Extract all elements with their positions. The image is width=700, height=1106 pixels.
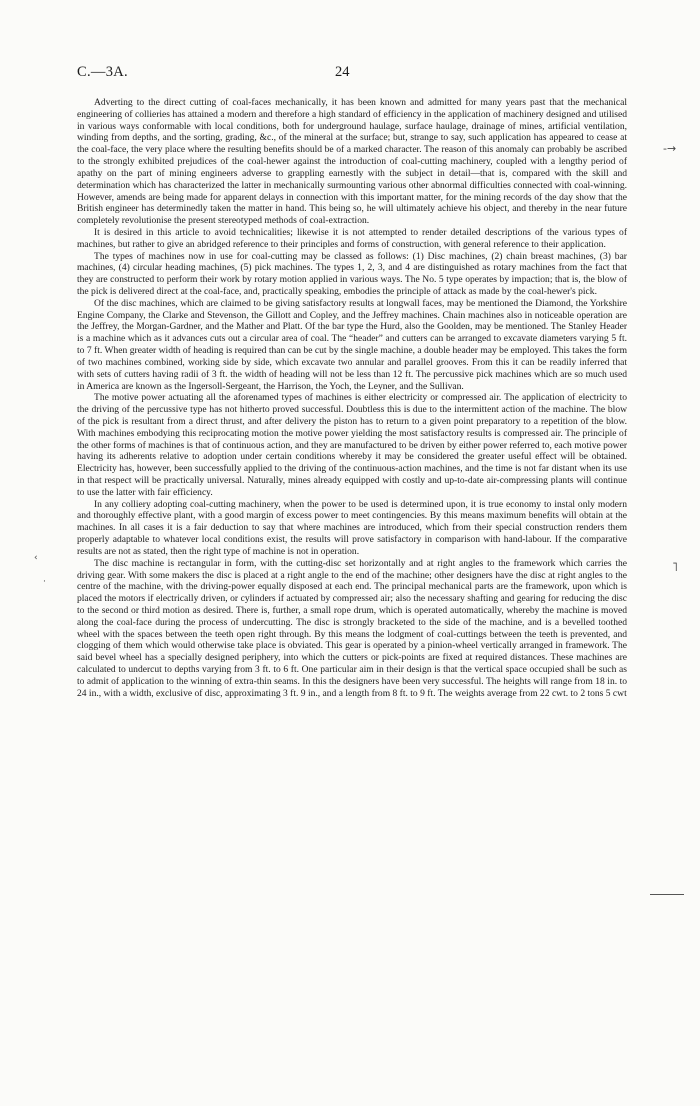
- article-body: [77, 97, 627, 699]
- paragraph: The types of machines now in use for coal-cutting may be classed as follows: (1) Disc machines, (2) chain breast machines, (3) bar machines, (4) circular heading machines, (5) pick machines. The types 1, 2, 3, and 4 are distinguished as rotary machines from the fact that they are constructed to perform their work by rotary motion applied in various ways. The No. 5 type operates by impaction; that is, the blow of the pick is delivered direct at the coal-face, and, practically speaking, embodies the principle of attack as made by the coal-hewer's pick.: [77, 250, 627, 297]
- page-reference: C.—3A.: [77, 64, 128, 80]
- margin-mark: ·: [43, 577, 46, 587]
- margin-mark: -→: [663, 142, 677, 155]
- margin-mark: ˥: [672, 560, 678, 574]
- page-header: [77, 64, 625, 84]
- paragraph: The disc machine is rectangular in form, with the cutting-disc set horizontally and at right angles to the framework which carries the driving gear. With some makers the disc is placed at a right angle to the end of the machine; other designers have the disc at right angles to the centre of the machine, with the driving-power equally disposed at each end. The principal mechanical parts are the framework, upon which is placed the motors if electrically driven, or cylinders if actuated by compressed air; also the necessary shafting and gearing for reducing the disc to the second or third motion as desired. There is, further, a small rope drum, which is operated automatically, whereby the machine is moved along the coal-face during the process of undercutting. The disc is strongly bracketed to the side of the machine, and is a bevelled toothed wheel with the spaces between the teeth open right through. By this means the lodgment of coal-cuttings between the teeth is prevented, and clogging of them which would otherwise take place is obviated. This gear is operated by a pinion-wheel vertically arranged in framework. The said bevel wheel has a specially designed periphery, into which the cutters or pick-points are fixed at required distances. These machines are calculated to undercut to depths varying from 3 ft. to 6 ft. One particular aim in their design is that the vertical space occupied shall be such as to admit of application to the winning of extra-thin seams. In this the designers have been very successful. The heights will range from 18 in. to 24 in., with a width, exclusive of disc, approximating 3 ft. 9 in., and a length from 8 ft. to 9 ft. The weights average from 22 cwt. to 2 tons 5 cwt: [77, 557, 627, 699]
- page-number: 24: [335, 64, 350, 80]
- paragraph: Of the disc machines, which are claimed to be giving satisfactory results at longwall faces, may be mentioned the Diamond, the Yorkshire Engine Company, the Clarke and Stevenson, the Gillott and Copley, and the Jeffrey machines. Chain machines also in noticeable operation are the Jeffrey, the Morgan-Gardner, and the Mather and Platt. Of the bar type the Hurd, also the Goolden, may be mentioned. The Stanley Header is a machine which as it advances cuts out a circular area of coal. The “header” and cutters can be arranged to excavate diameters varying 5 ft. to 7 ft. When greater width of heading is required than can be cut by the single machine, a double header may be employed. This takes the form of two machines combined, working side by side, which excavate two annular and parallel grooves. From this it can be readily inferred that with sets of cutters having radii of 3 ft. the width of heading will not be less than 12 ft. The percussive pick machines which are so much used in America are known as the Ingersoll-Sergeant, the Harrison, the Yoch, the Leyner, and the Sullivan.: [77, 297, 627, 392]
- paragraph: Adverting to the direct cutting of coal-faces mechanically, it has been known and admitted for many years past that the mechanical engineering of collieries has attained a modern and therefore a high standard of efficiency in the application of machinery designed and utilised in various ways conformable with local conditions, both for underground haulage, surface haulage, drainage of mines, artificial ventilation, winding from depths, and the sorting, grading, &c., of the mineral at the surface; but, strange to say, such application has appeared to cease at the coal-face, the very place where the resulting benefits should be of a marked character. The reason of this anomaly can probably be ascribed to the strongly exhibited prejudices of the coal-hewer against the introduction of coal-cutting machinery, coupled with a lengthy period of apathy on the part of mining engineers adverse to grappling earnestly with the subject in detail—that is, compared with the skill and determination which has characterized the latter in mechanically surmounting various other abnormal difficulties connected with coal-winning. However, amends are being made for apparent delays in connection with this important matter, for the mining records of the day show that the British engineer has determinedly taken the matter in hand. This being so, he will ultimately achieve his object, and thereby in the near future completely revolutionise the present stereotyped methods of coal-extraction.: [77, 97, 627, 227]
- paragraph: The motive power actuating all the aforenamed types of machines is either electricity or compressed air. The application of electricity to the driving of the percussive type has not hitherto proved successful. Doubtless this is due to the intermittent action of the machine. The blow of the pick is resultant from a direct thrust, and after delivery the piston has to return to a given point preparatory to a repetition of the blow. With machines embodying this reciprocating motion the motive power yielding the most satisfactory results is compressed air. The principle of the other forms of machines is that of continuous action, and they are manufactured to be driven by either power referred to, each motive power having its adherents relative to adoption under certain conditions whereby it may be considered the greater useful effect will be obtained. Electricity has, however, been successfully applied to the driving of the continuous-action machines, and the time is not far distant when its use in that respect will be practically universal. Naturally, mines already equipped with costly and up-to-date air-compressing plants will continue to use the latter with fair efficiency.: [77, 392, 627, 498]
- paragraph: In any colliery adopting coal-cutting machinery, when the power to be used is determined upon, it is true economy to instal only modern and thoroughly effective plant, with a good margin of excess power to meet contingencies. By this means maximum benefits will obtain at the machines. In all cases it is a fair deduction to say that where machines are introduced, which from their special construction renders them properly adaptable to whatever local conditions exist, the results will prove satisfactory in comparison with hand-labour. If the comparative results are not as stated, then the right type of machine is not in operation.: [77, 498, 627, 557]
- paragraph: It is desired in this article to avoid technicalities; likewise it is not attempted to render detailed descriptions of the various types of machines, but rather to give an abridged reference to their principles and forms of construction, with general reference to their application.: [77, 226, 627, 250]
- margin-rule: [650, 894, 684, 895]
- margin-mark: ‹: [34, 553, 38, 563]
